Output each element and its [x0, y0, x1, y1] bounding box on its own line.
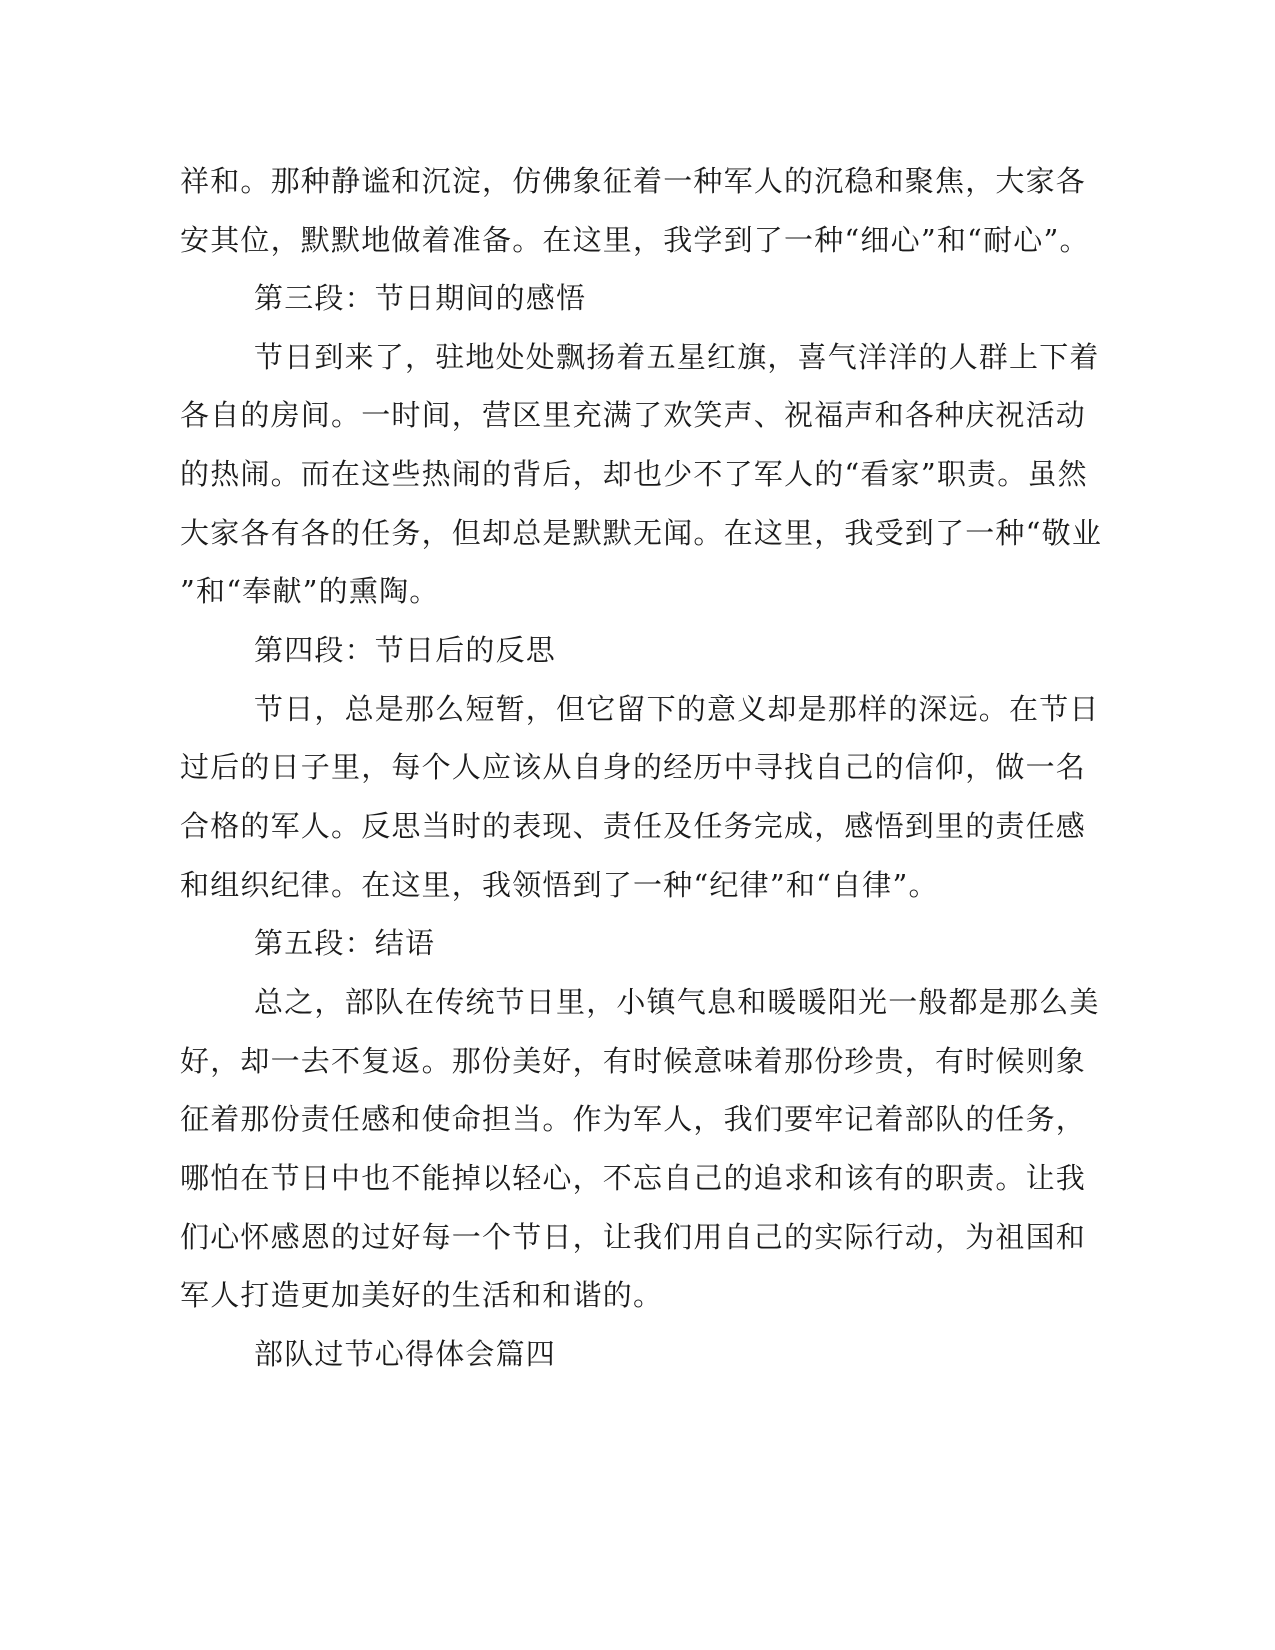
text-line: 祥和。那种静谧和沉淀，仿佛象征着一种军人的沉稳和聚焦，大家各	[180, 164, 1087, 198]
text-line: 大家各有各的任务，但却总是默默无闻。在这里，我受到了一种“敬业	[180, 516, 1103, 550]
text-line: 军人打造更加美好的生活和和谐的。	[180, 1278, 664, 1312]
text-line: 总之，部队在传统节日里，小镇气息和暖暖阳光一般都是那么美	[254, 985, 1100, 1019]
section-heading: 第四段：节日后的反思	[254, 633, 557, 667]
text-line: 征着那份责任感和使命担当。作为军人，我们要牢记着部队的任务，	[180, 1102, 1087, 1136]
text-line: 各自的房间。一时间，营区里充满了欢笑声、祝福声和各种庆祝活动	[180, 398, 1087, 432]
section-heading: 第五段：结语	[254, 926, 436, 960]
text-line: 过后的日子里，每个人应该从自身的经历中寻找自己的信仰，做一名	[180, 750, 1087, 784]
text-line: 节日，总是那么短暂，但它留下的意义却是那样的深远。在节日	[254, 692, 1100, 726]
section-heading: 第三段：节日期间的感悟	[254, 281, 587, 315]
text-line: 哪怕在节日中也不能掉以轻心，不忘自己的追求和该有的职责。让我	[180, 1161, 1087, 1195]
text-line: 好，却一去不复返。那份美好，有时候意味着那份珍贵，有时候则象	[180, 1044, 1087, 1078]
text-line: 合格的军人。反思当时的表现、责任及任务完成，感悟到里的责任感	[180, 809, 1087, 843]
text-line: ”和“奉献”的熏陶。	[180, 574, 440, 608]
article-heading: 部队过节心得体会篇四	[254, 1337, 557, 1371]
text-line: 的热闹。而在这些热闹的背后，却也少不了军人的“看家”职责。虽然	[180, 457, 1088, 491]
text-line: 们心怀感恩的过好每一个节日，让我们用自己的实际行动，为祖国和	[180, 1220, 1087, 1254]
text-line: 和组织纪律。在这里，我领悟到了一种“纪律”和“自律”。	[180, 868, 939, 902]
text-line: 安其位，默默地做着准备。在这里，我学到了一种“细心”和“耐心”。	[180, 223, 1090, 257]
text-line: 节日到来了，驻地处处飘扬着五星红旗，喜气洋洋的人群上下着	[254, 340, 1100, 374]
